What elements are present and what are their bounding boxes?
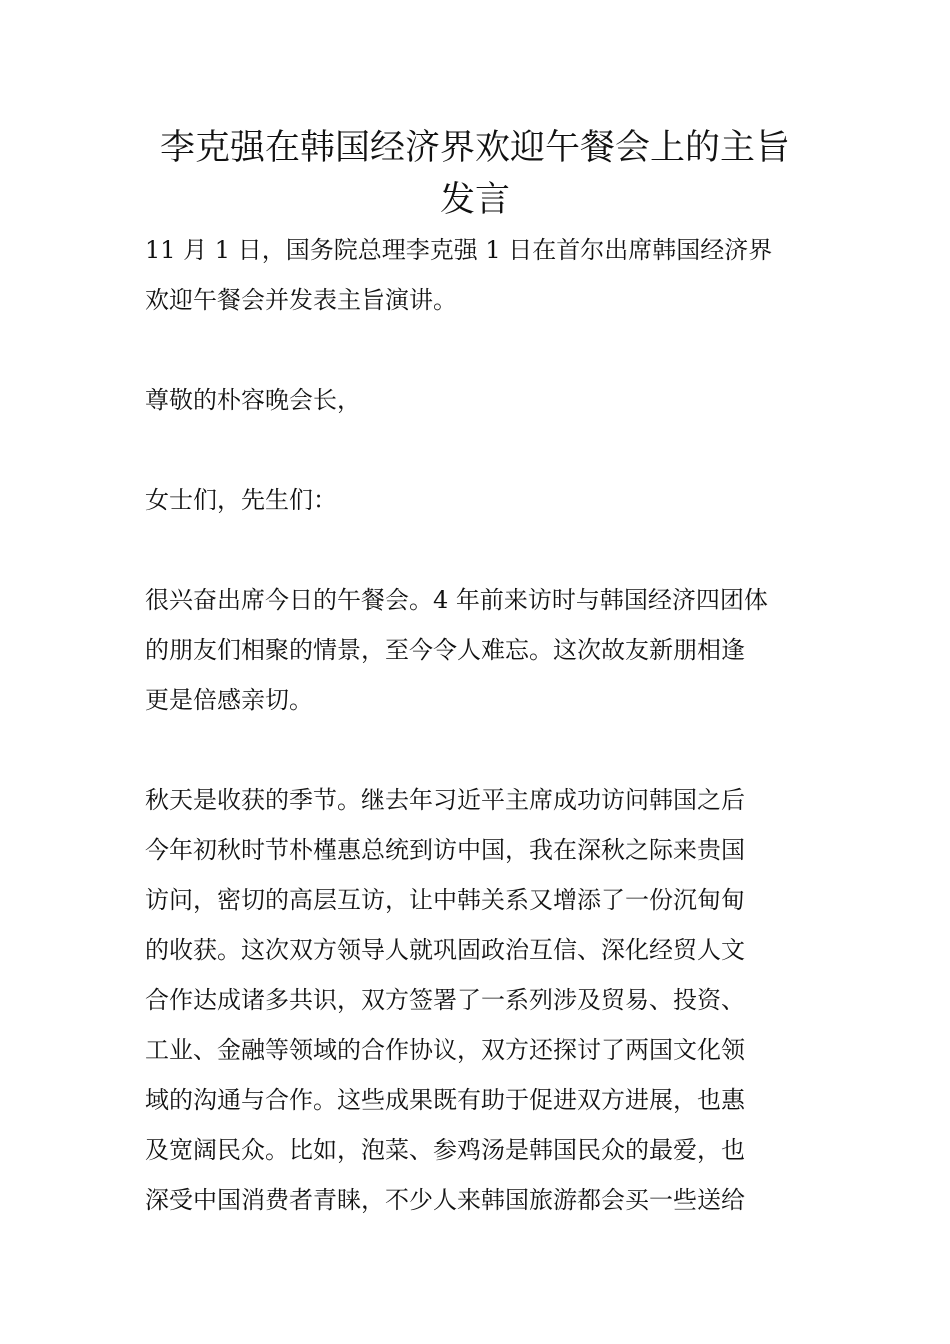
body-line-6: 的朋友们相聚的情景，至今令人难忘。这次故友新朋相逢 <box>145 636 745 664</box>
body-line-4: 女士们，先生们： <box>145 486 337 514</box>
body-line-1: 11 月 1 日，国务院总理李克强 1 日在首尔出席韩国经济界 <box>145 236 773 264</box>
body-line-2: 欢迎午餐会并发表主旨演讲。 <box>145 286 457 314</box>
body-line-14: 域的沟通与合作。这些成果既有助于促进双方进展，也惠 <box>145 1086 745 1114</box>
document-title-line-2: 发言 <box>439 180 510 220</box>
body-line-3: 尊敬的朴容晚会长， <box>145 386 361 414</box>
body-line-15: 及宽阔民众。比如，泡菜、参鸡汤是韩国民众的最爱，也 <box>145 1136 745 1164</box>
body-line-16: 深受中国消费者青睐，不少人来韩国旅游都会买一些送给 <box>145 1186 745 1214</box>
body-line-13: 工业、金融等领域的合作协议，双方还探讨了两国文化领 <box>145 1036 745 1064</box>
body-line-12: 合作达成诸多共识，双方签署了一系列涉及贸易、投资、 <box>145 986 745 1014</box>
body-line-5: 很兴奋出席今日的午餐会。4 年前来访时与韩国经济四团体 <box>145 586 768 614</box>
document-title-line-1: 李克强在韩国经济界欢迎午餐会上的主旨 <box>159 128 790 168</box>
body-line-9: 今年初秋时节朴槿惠总统到访中国，我在深秋之际来贵国 <box>145 836 745 864</box>
body-line-8: 秋天是收获的季节。继去年习近平主席成功访问韩国之后 <box>145 786 745 814</box>
body-line-11: 的收获。这次双方领导人就巩固政治互信、深化经贸人文 <box>145 936 745 964</box>
body-line-7: 更是倍感亲切。 <box>145 686 313 714</box>
body-line-10: 访问，密切的高层互访，让中韩关系又增添了一份沉甸甸 <box>145 886 745 914</box>
